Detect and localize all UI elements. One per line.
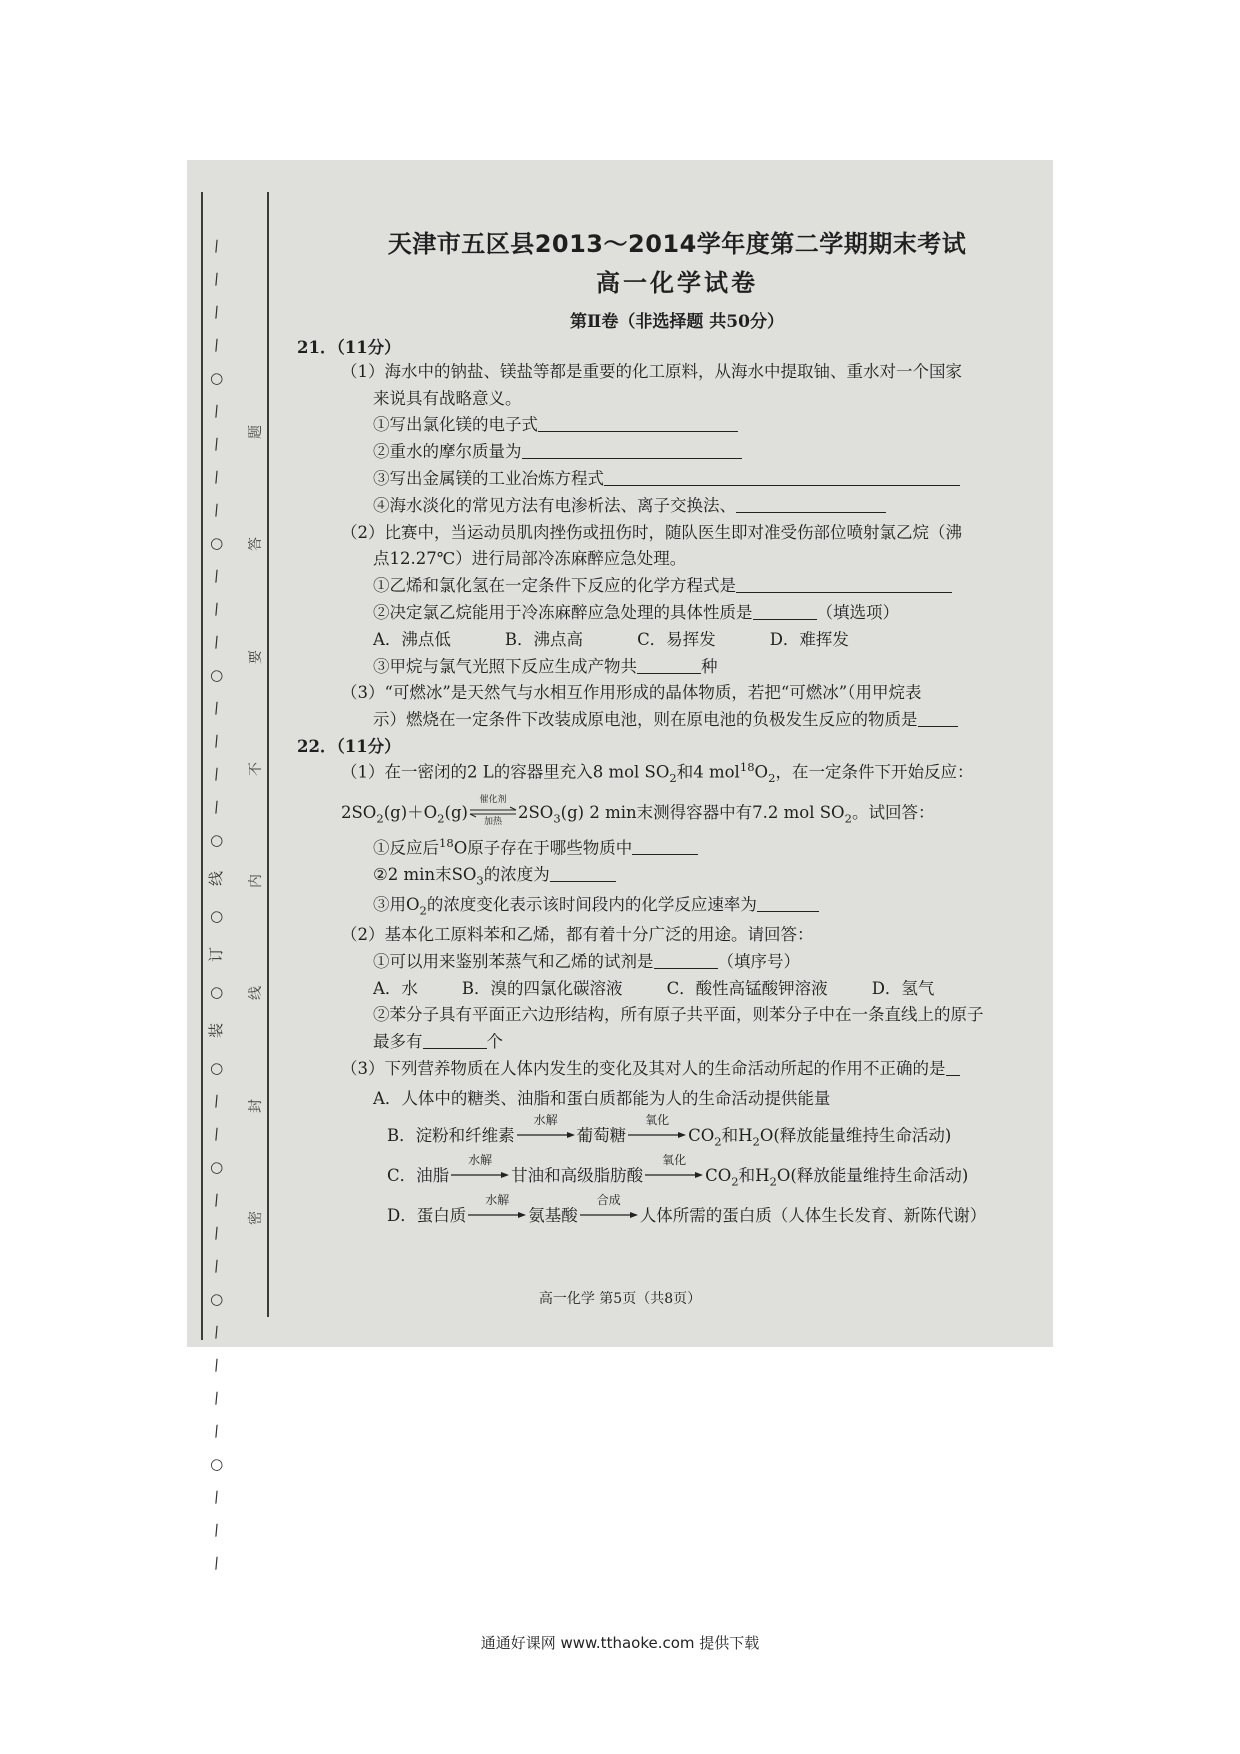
q21-sub4: ④海水淡化的常见方法有电渗析法、离子交换法、 (327, 496, 1027, 516)
binding-line-inner (267, 192, 269, 1317)
reaction-equation: $2SO_2(g)+O_2(g)$ 催化剂 加热 $2SO_3(g)$ 2 min末测得容器中有7.2 mol $SO_2$。试回答： (341, 794, 935, 827)
seal-line-column: / / / / ○ / / / / ○ / / / ○ / / / / ○ 线 ○ 订 ○ 装 ○ / / ○ / / / ○ / / / / ○ / / / (207, 236, 226, 1573)
notice-char: 封 (248, 1098, 264, 1113)
answer-blank[interactable] (654, 952, 718, 969)
reaction-arrow-icon: 水解 (451, 1165, 509, 1185)
q22-sub5-line2: 最多有 个 (373, 1032, 503, 1052)
answer-blank[interactable] (946, 1059, 960, 1076)
reaction-arrow-icon: 合成 (580, 1205, 638, 1225)
q21-part2-line1: （2）比赛中，当运动员肌肉挫伤或扭伤时，随队医生即对准受伤部位喷射氯乙烷（沸 (341, 522, 962, 542)
notice-char: 内 (248, 874, 264, 889)
reaction-arrow-icon: 水解 (517, 1125, 575, 1145)
reaction-arrow-icon: 氧化 (645, 1165, 703, 1185)
question-22-head: 22．（11分） (297, 736, 401, 756)
q22-part1: （1）在一密闭的2 L的容器里充入8 mol $SO_2$和4 $mol^{18}O_2$，在一定条件下开始反应： (341, 759, 974, 785)
seal-word: 订 (207, 946, 226, 963)
choice-b[interactable]: B．淀粉和纤维素 水解 葡萄糖 氧化 $CO_2$和$H_2O$(释放能量维持生命活动) (387, 1112, 952, 1148)
q21-sub5: ①乙烯和氯化氢在一定条件下反应的化学方程式是 (327, 576, 1027, 596)
q21-part3-line1: （3）“可燃冰”是天然气与水相互作用形成的晶体物质，若把“可燃冰”（用甲烷表 (341, 683, 922, 703)
section-heading: 第Ⅱ卷（非选择题 共50分） (570, 311, 784, 332)
choice-c[interactable]: C．油脂 水解 甘油和高级脂肪酸 氧化 $CO_2$和$H_2O$(释放能量维持生命活动) (387, 1152, 969, 1189)
notice-char: 密 (248, 1210, 264, 1225)
q22-part3: （3）下列营养物质在人体内发生的变化及其对人的生命活动所起的作用不正确的是 (327, 1059, 1027, 1079)
q21-part2-line2: 点12.27℃）进行局部冷冻麻醉应急处理。 (373, 549, 687, 569)
seal-word: 线 (207, 870, 226, 887)
answer-blank[interactable] (736, 496, 886, 513)
option-a[interactable]: A．水 (373, 978, 418, 998)
option-b[interactable]: B．溴的四氯化碳溶液 (461, 978, 623, 998)
reversible-arrow-icon: 催化剂 加热 (468, 805, 518, 823)
option-b[interactable]: B．沸点高 (504, 629, 584, 649)
q21-sub3: ③写出金属镁的工业冶炼方程式 (327, 469, 1027, 489)
q22-options (327, 979, 1027, 999)
download-source-note: 通通好课网 www.tthaoke.com 提供下载 (480, 1634, 760, 1652)
exam-page (187, 160, 1053, 1573)
option-d[interactable]: D．难挥发 (769, 629, 849, 649)
q21-part1-line1: （1）海水中的钠盐、镁盐等都是重要的化工原料，从海水中提取铀、重水对一个国家 (341, 361, 962, 381)
option-a[interactable]: A．沸点低 (373, 629, 451, 649)
q22-sub5-line1: ②苯分子具有平面正六边形结构，所有原子共平面，则苯分子中在一条直线上的原子 (373, 1005, 984, 1025)
q21-sub1: ①写出氯化镁的电子式 (327, 415, 1027, 435)
q21-part1-line2: 来说具有战略意义。 (373, 388, 522, 408)
q22-sub1: ①反应后$^{18}$O原子存在于哪些物质中 (327, 837, 1027, 858)
notice-char: 答 (248, 537, 264, 552)
answer-blank[interactable] (736, 576, 952, 593)
notice-char: 线 (248, 986, 264, 1001)
notice-column (245, 425, 267, 1225)
q22-sub2: ②2 min末$SO_3$的浓度为 (327, 865, 1027, 888)
notice-char: 题 (248, 425, 264, 439)
choice-a[interactable]: A．人体中的糖类、油脂和蛋白质都能为人的生命活动提供能量 (373, 1088, 831, 1108)
page-number: 高一化学 第5页（共8页） (538, 1291, 702, 1307)
answer-blank[interactable] (538, 415, 738, 432)
answer-blank[interactable] (522, 442, 742, 459)
answer-blank[interactable] (918, 710, 958, 727)
option-d[interactable]: D．氢气 (871, 978, 935, 998)
answer-blank[interactable] (757, 895, 819, 912)
q22-sub3: ③用$O_2$的浓度变化表示该时间段内的化学反应速率为 (327, 895, 1027, 918)
question-21-head: 21．（11分） (297, 337, 401, 357)
exam-subtitle: 高一化学试卷 (596, 268, 758, 297)
answer-blank[interactable] (753, 603, 817, 620)
option-c[interactable]: C．易挥发 (637, 629, 716, 649)
q21-sub2: ②重水的摩尔质量为 (327, 442, 1027, 462)
q21-sub7: ③甲烷与氯气光照下反应生成产物共 种 (373, 656, 718, 676)
reaction-arrow-icon: 水解 (468, 1205, 526, 1225)
q22-sub4: ①可以用来鉴别苯蒸气和乙烯的试剂是 （填序号） (373, 951, 800, 971)
exam-content (297, 230, 1027, 1242)
option-c[interactable]: C．酸性高锰酸钾溶液 (666, 978, 828, 998)
q21-sub6: ②决定氯乙烷能用于冷冻麻醉应急处理的具体性质是 （填选项） (373, 602, 899, 622)
q21-part3-line2: 示）燃烧在一定条件下改装成原电池，则在原电池的负极发生反应的物质是 (327, 710, 1027, 730)
answer-blank[interactable] (632, 838, 698, 855)
answer-blank[interactable] (637, 657, 701, 674)
binding-line-outer (201, 192, 203, 1340)
notice-char: 要 (248, 649, 264, 664)
answer-blank[interactable] (423, 1032, 487, 1049)
answer-blank[interactable] (550, 865, 616, 882)
reaction-arrow-icon: 氧化 (628, 1125, 686, 1145)
answer-blank[interactable] (604, 469, 960, 486)
q22-part2: （2）基本化工原料苯和乙烯，都有着十分广泛的用途。请回答： (341, 925, 814, 945)
exam-title: 天津市五区县2013～2014学年度第二学期期末考试 (387, 230, 967, 258)
q21-options (327, 630, 1027, 650)
seal-word: 装 (207, 1022, 226, 1039)
notice-char: 不 (248, 761, 264, 776)
choice-d[interactable]: D．蛋白质 水解 氨基酸 合成 人体所需的蛋白质（人体生长发育、新陈代谢） (387, 1192, 987, 1225)
